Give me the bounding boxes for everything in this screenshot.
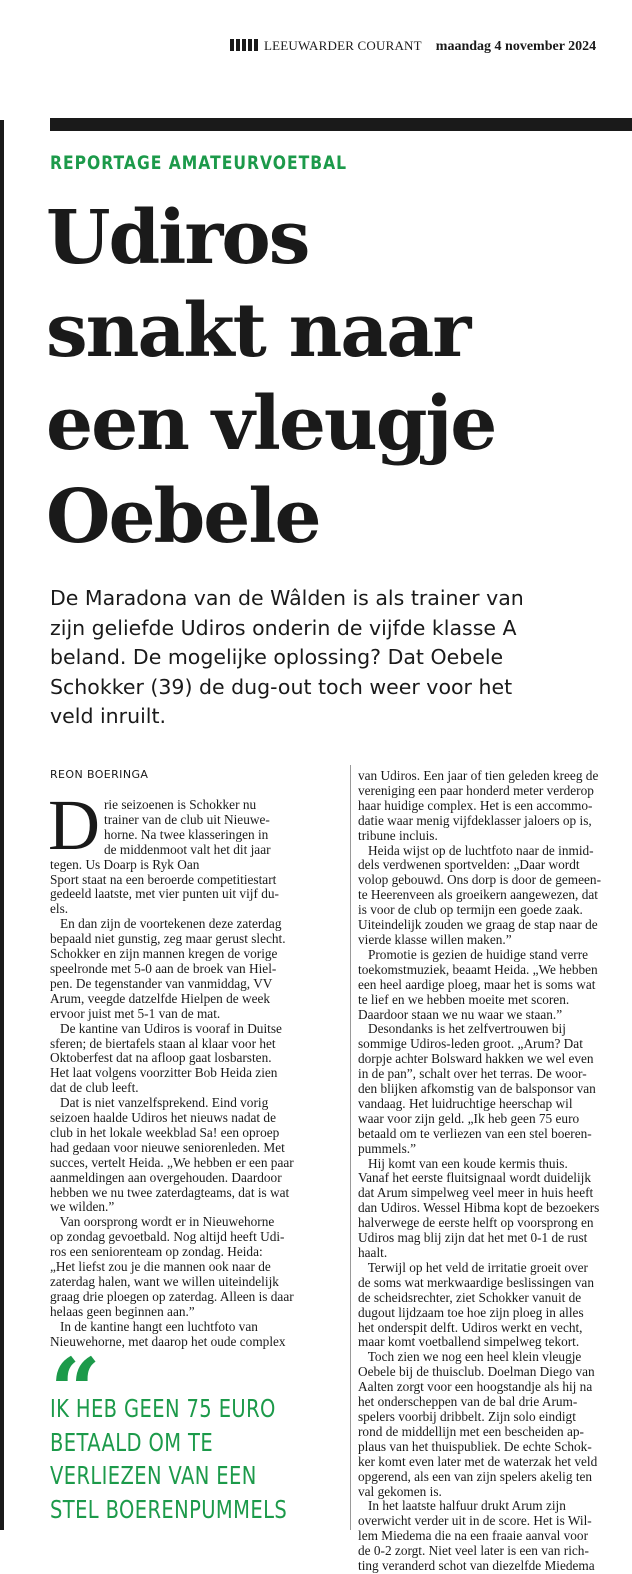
article-line: dels verdwenen sportvelden: „Daar wordt bbox=[358, 857, 580, 873]
article-column-left bbox=[48, 785, 340, 1350]
article-line: ervoor juist met 5-1 van de mat. bbox=[50, 1005, 221, 1021]
article-line: speelronde met 5-0 aan de broek van Hiel- bbox=[50, 960, 277, 976]
article-line: Arum, veegde datzelfde Hielpen de week bbox=[50, 990, 271, 1006]
article-line: In het laatste halfuur drukt Arum zijn bbox=[358, 1498, 566, 1514]
article-line: de soms wat merkwaardige beslissingen van bbox=[358, 1274, 594, 1290]
newspaper-name: LEEUWARDER COURANT bbox=[264, 38, 422, 53]
article-line: Promotie is gezien de huidige stand verre bbox=[358, 946, 589, 962]
headline-line: Oebele bbox=[46, 474, 320, 560]
article-line: pummels.” bbox=[358, 1140, 416, 1156]
article-line: te Heerenveen als groeikern aangewezen, dat bbox=[358, 887, 598, 903]
section-kicker: REPORTAGE AMATEURVOETBAL bbox=[50, 152, 348, 174]
article-line: waar voor zijn geld. „Ik heb geen 75 euro bbox=[358, 1110, 580, 1126]
article-line: rie seizoenen is Schokker nu bbox=[104, 797, 257, 812]
article-line: toekomstmuziek, beaamt Heida. „We hebben bbox=[358, 961, 598, 977]
intro-line: beland. De mogelijke oplossing? Dat Oebele bbox=[50, 645, 504, 669]
article-line: helaas geen beginnen aan.” bbox=[50, 1303, 195, 1319]
article-line: pen. De tegenstander van vanmiddag, VV bbox=[50, 975, 273, 991]
article-column-right bbox=[358, 769, 623, 1574]
article-line: graag drie ploegen op zaterdag. Alleen is daar bbox=[50, 1288, 294, 1304]
article-line: De kantine van Udiros is vooraf in Duitse bbox=[50, 1020, 282, 1036]
article-line: we wilden.” bbox=[50, 1199, 115, 1215]
pull-quote-line: IK HEB GEEN 75 EURO bbox=[50, 1394, 276, 1423]
article-line: Nieuwehorne, met daarop het oude complex bbox=[50, 1333, 286, 1349]
article-line: halverwege de eerste helft op voorsprong en bbox=[358, 1215, 594, 1231]
headline-line: Udiros bbox=[46, 195, 309, 281]
article-line: vierde klasse willen maken.” bbox=[358, 931, 512, 947]
article-line: val gekomen is. bbox=[358, 1483, 442, 1499]
intro-line: De Maradona van de Wâlden is als trainer van bbox=[50, 586, 524, 610]
article-line: haar huidige complex. Het is een accommo- bbox=[358, 797, 593, 813]
article-line: In de kantine hangt een luchtfoto van bbox=[50, 1318, 258, 1334]
headline-line: een vleugje bbox=[46, 381, 496, 467]
article-line: „Het liefst zou je die mannen ook naar de bbox=[50, 1259, 271, 1275]
article-line: Daardoor staan we nu waar we staan.” bbox=[358, 1006, 563, 1022]
article-line: vandaag. Het luidruchtige heerschap wil bbox=[358, 1095, 573, 1111]
drop-cap: D bbox=[48, 785, 100, 865]
article-line: het onderscheppen van de bal drie Arum- bbox=[358, 1394, 578, 1410]
article-line: trainer van de club uit Nieuwe- bbox=[104, 811, 270, 827]
article-line: ros een seniorenteam op zondag. Heida: bbox=[50, 1244, 263, 1260]
pull-quote-line: BETAALD OM TE bbox=[50, 1427, 214, 1457]
article-line: opgerend, als een van zijn spelers akelig ten bbox=[358, 1468, 593, 1484]
article-line: bepaald niet gunstig, zeg maar gerust slecht. bbox=[50, 931, 286, 947]
byline: REON BOERINGA bbox=[50, 768, 149, 781]
article-line: de 0-2 zorgt. Niet veel later is een van rich- bbox=[358, 1543, 589, 1559]
article-line: vereniging een paar honderd meter verderop bbox=[358, 782, 594, 798]
quote-mark-icon: “ bbox=[50, 1338, 101, 1442]
article-line: Hij komt van een koude kermis thuis. bbox=[358, 1155, 568, 1171]
article-line: Dat is niet vanzelfsprekend. Eind vorig bbox=[50, 1095, 269, 1111]
article-line: overwicht verder uit in de score. Het is Wil- bbox=[358, 1513, 592, 1529]
article-line: Aalten zorgt voor een hoogstandje als hij na bbox=[358, 1379, 593, 1395]
headline-line: snakt naar bbox=[46, 288, 470, 374]
article-line: ker komt even later met de waterzak het veld bbox=[358, 1453, 598, 1469]
article-line: is voor de club op termijn een goede zaak. bbox=[358, 902, 583, 918]
article-line: Udiros mag blij zijn dat het met 0-1 de rust bbox=[358, 1230, 588, 1246]
article-line: gedeeld laatste, met vier punten uit vijf du- bbox=[50, 886, 279, 902]
article-line: te lief en we hebben moeite met scoren. bbox=[358, 991, 570, 1007]
article-line: zaterdag halen, want we willen uiteindelijk bbox=[50, 1274, 279, 1289]
article-line: dat de club leeft. bbox=[50, 1080, 139, 1096]
article-line: van Udiros. Een jaar of tien geleden kreeg de bbox=[358, 768, 599, 783]
article-line: dorpje achter Bolsward hakken we wel even bbox=[358, 1051, 594, 1067]
pull-quote-line: VERLIEZEN VAN EEN bbox=[50, 1461, 257, 1490]
article-line: dan Udiros. Wessel Hibma kopt de bezoekers bbox=[358, 1200, 600, 1216]
article-line: club in het lokale weekblad Sa! een oproep bbox=[50, 1124, 280, 1140]
pull-quote-line: STEL BOERENPUMMELS bbox=[50, 1494, 288, 1524]
intro-paragraph bbox=[50, 584, 524, 732]
section-top-bar bbox=[50, 118, 632, 131]
article-line: de scheidsrechter, ziet Schokker vanuit de bbox=[358, 1289, 582, 1305]
masthead bbox=[230, 38, 610, 58]
article-line: dugout lijdzaam toe hoe zijn ploeg in alles bbox=[358, 1304, 584, 1320]
article-line: Desondanks is het zelfvertrouwen bij bbox=[358, 1021, 566, 1037]
article-line: Van oorsprong wordt er in Nieuwehorne bbox=[50, 1214, 275, 1230]
article-line: succes, vertelt Heida. „We hebben er een paar bbox=[50, 1154, 294, 1170]
article-line: rond de middellijn met een bescheiden ap- bbox=[358, 1423, 584, 1439]
article-line: tribune incluis. bbox=[358, 827, 438, 843]
article-line: Vanaf het eerste fluitsignaal wordt duidelijk bbox=[358, 1170, 591, 1186]
article-line: En dan zijn de voortekenen deze zaterdag bbox=[50, 916, 282, 932]
article-line: Terwijl op het veld de irritatie groeit over bbox=[358, 1259, 588, 1275]
article-line: haalt. bbox=[358, 1245, 388, 1260]
article-line: Schokker en zijn mannen kregen de vorige bbox=[50, 946, 278, 962]
headline bbox=[46, 192, 616, 564]
article-line: betaald om te verliezen van een stel boeren- bbox=[358, 1125, 592, 1141]
article-line: het onderspit delft. Udiros werkt en vecht, bbox=[358, 1319, 583, 1335]
article-line: Toch zien we nog een heel klein vleugje bbox=[358, 1349, 582, 1365]
article-line: Heida wijst op de luchtfoto naar de inmid- bbox=[358, 842, 594, 858]
article-line: spelers voorbij dribbelt. Zijn solo eindigt bbox=[358, 1408, 576, 1424]
article-line: plaus van het thuispubliek. De echte Schok- bbox=[358, 1438, 592, 1454]
article-line: op zondag gevoetbald. Nog altijd heeft Udi- bbox=[50, 1229, 285, 1245]
pull-quote bbox=[50, 1392, 354, 1526]
left-margin-rule bbox=[0, 120, 4, 1530]
article-line: Uiteindelijk zouden we graag de stap naar de bbox=[358, 917, 598, 933]
article-line: een heel aardige ploeg, maar het is soms wat bbox=[358, 976, 596, 992]
article-line: de middenmoot valt het dit jaar bbox=[104, 841, 271, 857]
article-line: hebben we nu twee zaterdagteams, dat is wat bbox=[50, 1184, 290, 1200]
article-line: horne. Na twee klasseringen in bbox=[104, 826, 269, 842]
article-line: datie waar menig vijfdeklasser jaloers op is, bbox=[358, 812, 592, 828]
article-line: volop gebouwd. Ons dorp is door de gemeen- bbox=[358, 872, 601, 888]
article-line: dat Arum simpelweg veel meer in huis heeft bbox=[358, 1185, 594, 1201]
article-line: maar komt voetballend simpelweg tekort. bbox=[358, 1334, 580, 1350]
article-line: Sport staat na een beroerde competitiestart bbox=[50, 871, 277, 887]
article-line: Oktoberfest dat na afloop gaat losbarsten. bbox=[50, 1050, 272, 1066]
article-line: sommige Udiros-leden groot. „Arum? Dat bbox=[358, 1036, 583, 1052]
article-line: seizoen haalde Udiros het nieuws nadat de bbox=[50, 1110, 276, 1126]
article-line: Oebele bij de thuisclub. Doelman Diego van bbox=[358, 1364, 595, 1380]
article-line: den blijken afkomstig van de balsponsor van bbox=[358, 1081, 596, 1097]
article-line: aanmeldingen aan overgehouden. Daardoor bbox=[50, 1169, 282, 1185]
article-line: sferen; de biertafels staan al klaar voor het bbox=[50, 1035, 276, 1051]
article-line: els. bbox=[50, 901, 69, 917]
intro-line: zijn geliefde Udiros onderin de vijfde klasse A bbox=[50, 615, 517, 640]
issue-date: maandag 4 november 2024 bbox=[435, 39, 597, 54]
article-line: Het laat volgens voorzitter Bob Heida zien bbox=[50, 1065, 278, 1081]
article-line: in de pan”, schalt over het terras. De woor- bbox=[358, 1066, 587, 1082]
intro-line: veld inruilt. bbox=[50, 704, 167, 728]
article-line: lem Miedema die na een fraaie aanval voor bbox=[358, 1528, 588, 1544]
article-line: tegen. Us Doarp is Ryk Oan bbox=[50, 856, 200, 872]
article-line: ting veranderd schot van diezelfde Miedema bbox=[358, 1558, 595, 1574]
intro-line: Schokker (39) de dug-out toch weer voor het bbox=[50, 674, 513, 699]
article-line: had gedaan voor nieuwe seniorenleden. Met bbox=[50, 1139, 285, 1155]
masthead-logo-bars-icon bbox=[230, 39, 260, 51]
